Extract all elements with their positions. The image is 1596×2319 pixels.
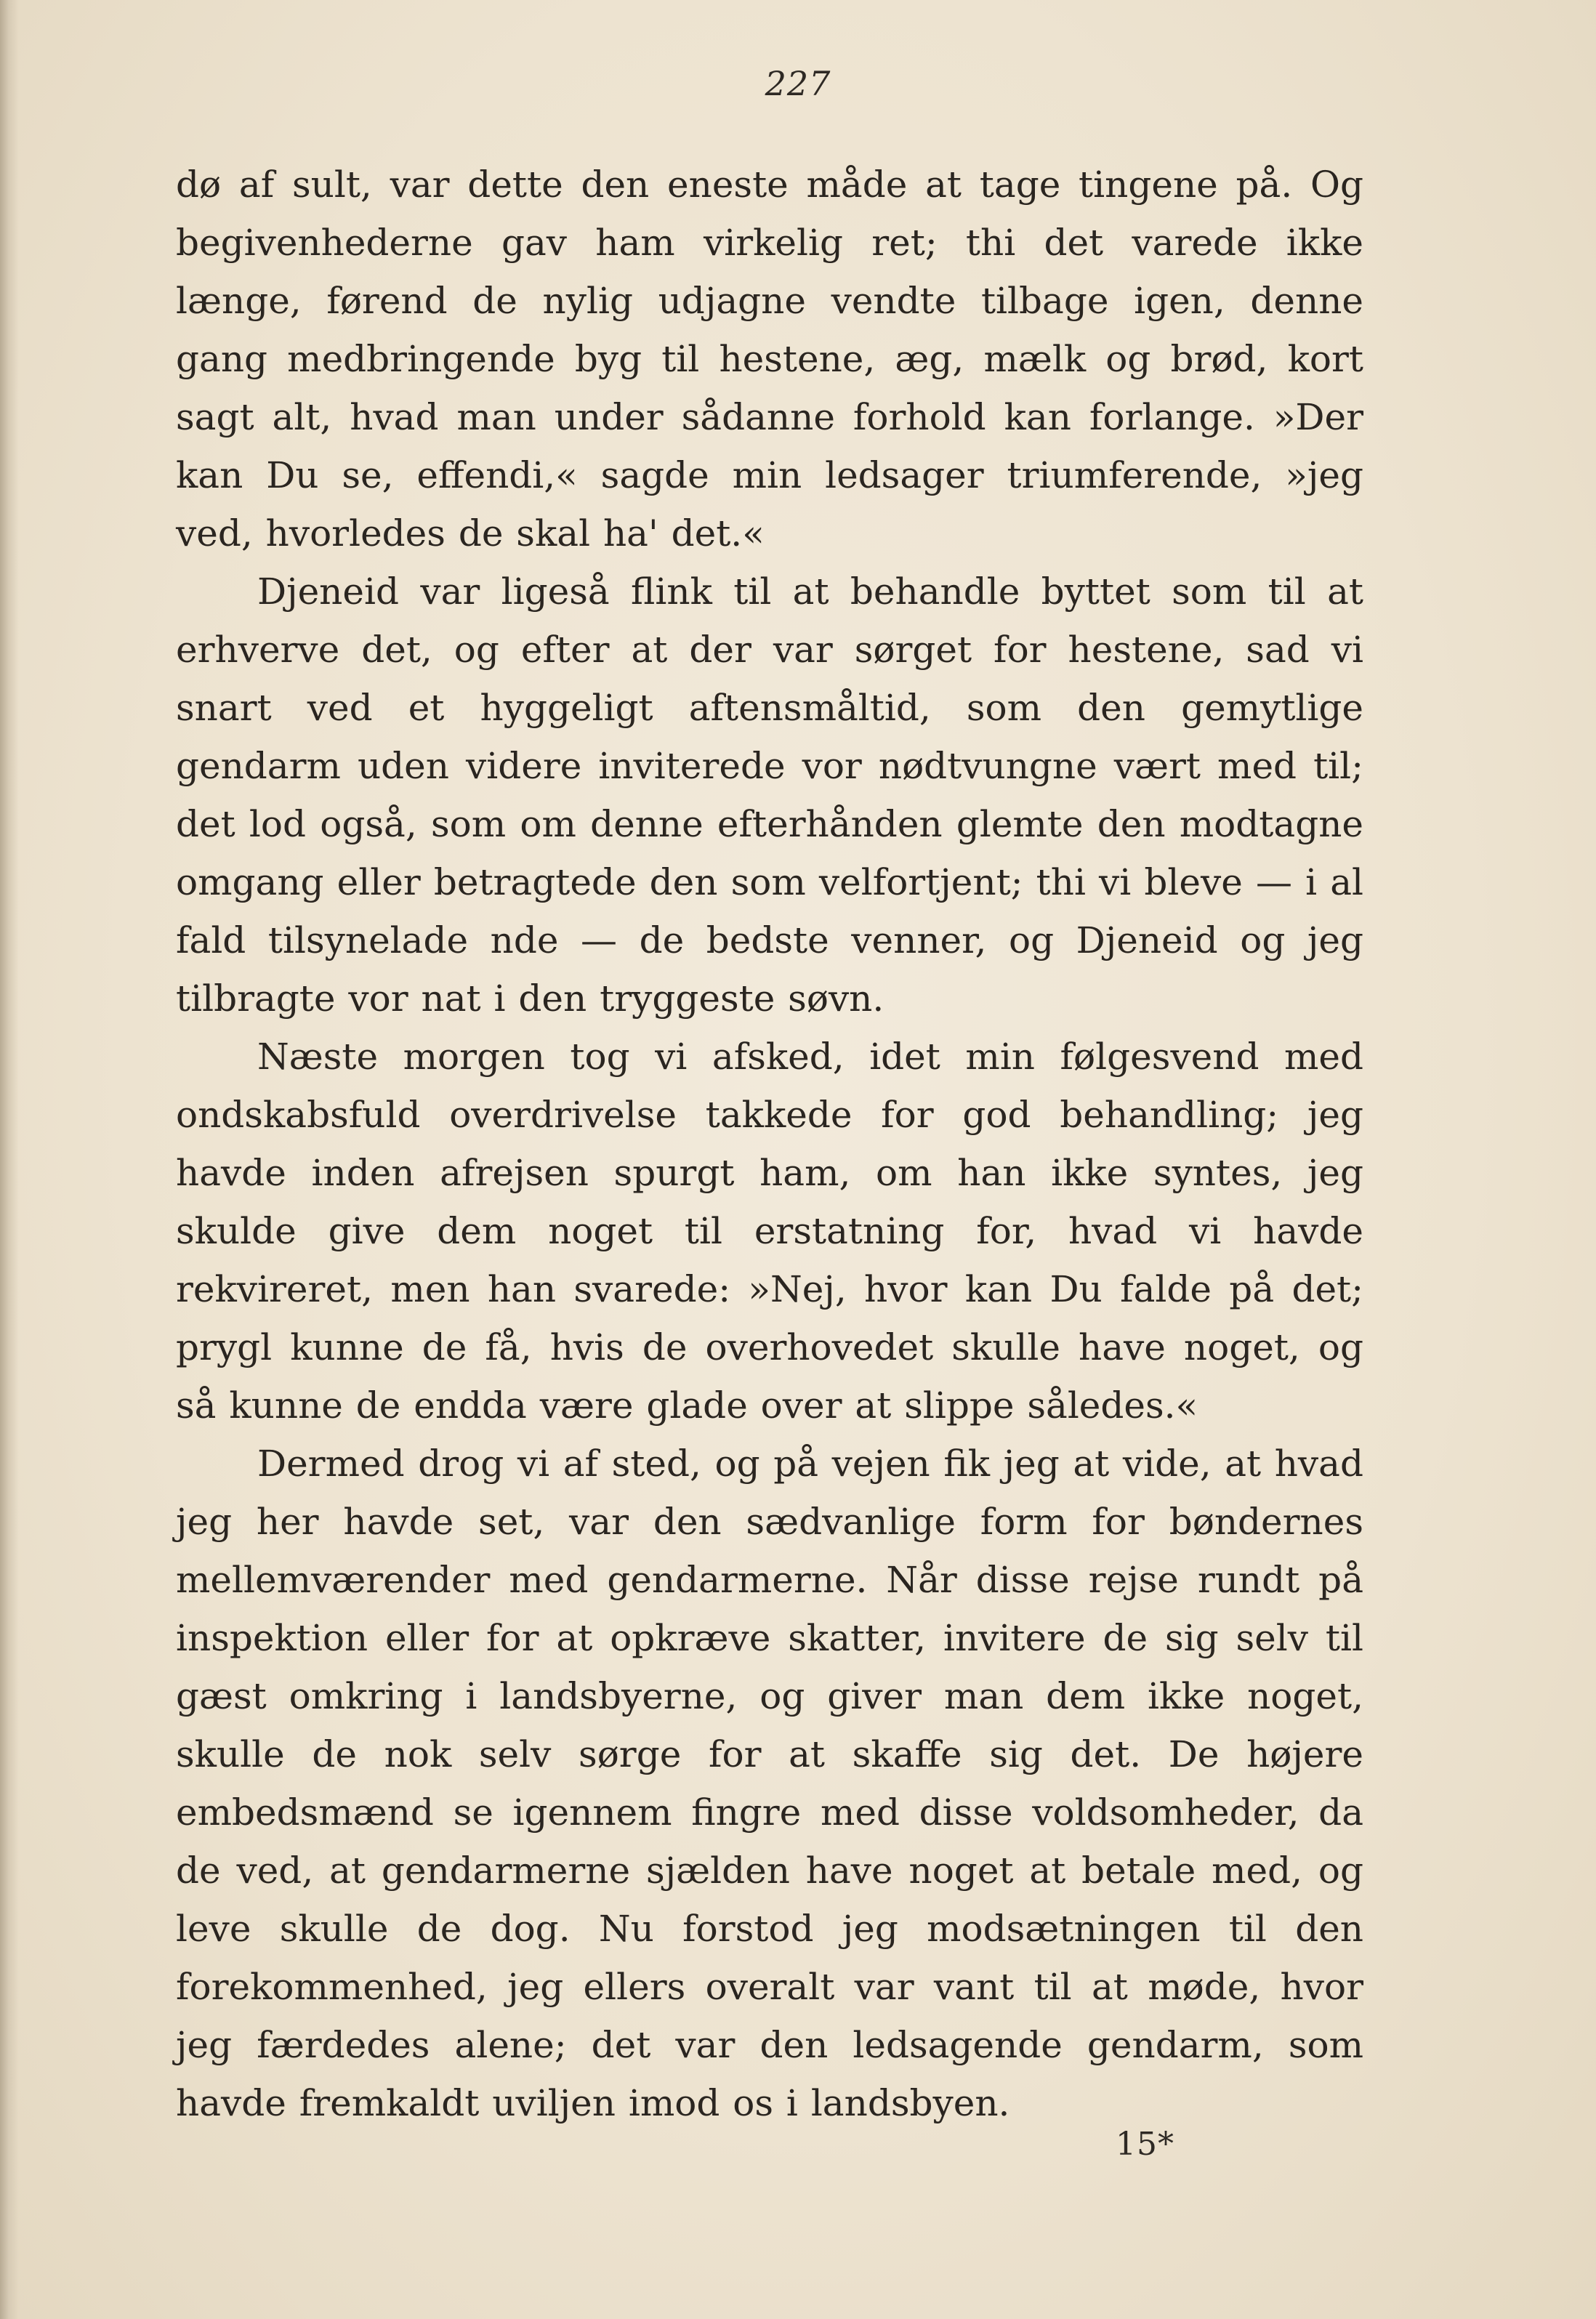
body-text — [176, 156, 1363, 2132]
book-spine-shadow — [0, 0, 19, 2319]
paragraph-1: dø af sult, var dette den eneste måde at tage tingene på. Og begivenhederne gav ham virkelig ret; thi det varede ikke længe, førend de nylig udjagne vendte tilbage igen, denne gang medbringende byg til hestene, æg, mælk og brød, kort sagt alt, hvad man under sådanne forhold kan forlange. »Der kan Du se, effendi,« sagde min ledsager triumferende, »jeg ved, hvorledes de skal ha' det.« — [176, 164, 1363, 554]
paragraph-2: Djeneid var ligeså flink til at behandle byttet som til at erhverve det, og efter at der var sørget for hestene, sad vi snart ved et hyggeligt aftensmåltid, som den gemytlige gendarm uden videre inviterede vor nødtvungne vært med til; det lod også, som om denne efterhånden glemte den modtagne omgang eller betragtede den som velfortjent; thi vi bleve — i al fald tilsynelade nde — de bedste venner, og Djeneid og jeg tilbragte vor nat i den tryggeste søvn. — [176, 570, 1363, 1020]
paragraph-4: Dermed drog vi af sted, og på vejen fik jeg at vide, at hvad jeg her havde set, var den sædvanlige form for bøndernes mellemværender med gendarmerne. Når disse rejse rundt på inspektion eller for at opkræve skatter, invitere de sig selv til gæst omkring i landsbyerne, og giver man dem ikke noget, skulle de nok selv sørge for at skaffe sig det. De højere embedsmænd se igennem fingre med disse voldsomheder, da de ved, at gendarmerne sjælden have noget at betale med, og leve skulle de dog. Nu forstod jeg modsætningen til den forekommenhed, jeg ellers overalt var vant til at møde, hvor jeg færdedes alene; det var den ledsagende gendarm, som havde fremkaldt uviljen imod os i landsbyen. — [176, 1443, 1363, 2124]
paragraph-3: Næste morgen tog vi afsked, idet min følgesvend med ondskabsfuld overdrivelse takkede for god behandling; jeg havde inden afrejsen spurgt ham, om han ikke syntes, jeg skulde give dem noget til erstatning for, hvad vi havde rekvireret, men han svarede: »Nej, hvor kan Du falde på det; prygl kunne de få, hvis de overhovedet skulle have noget, og så kunne de endda være glade over at slippe således.« — [176, 1036, 1363, 1427]
printer-signature-mark: 15* — [1116, 2126, 1174, 2163]
page-number: 227 — [765, 64, 831, 103]
